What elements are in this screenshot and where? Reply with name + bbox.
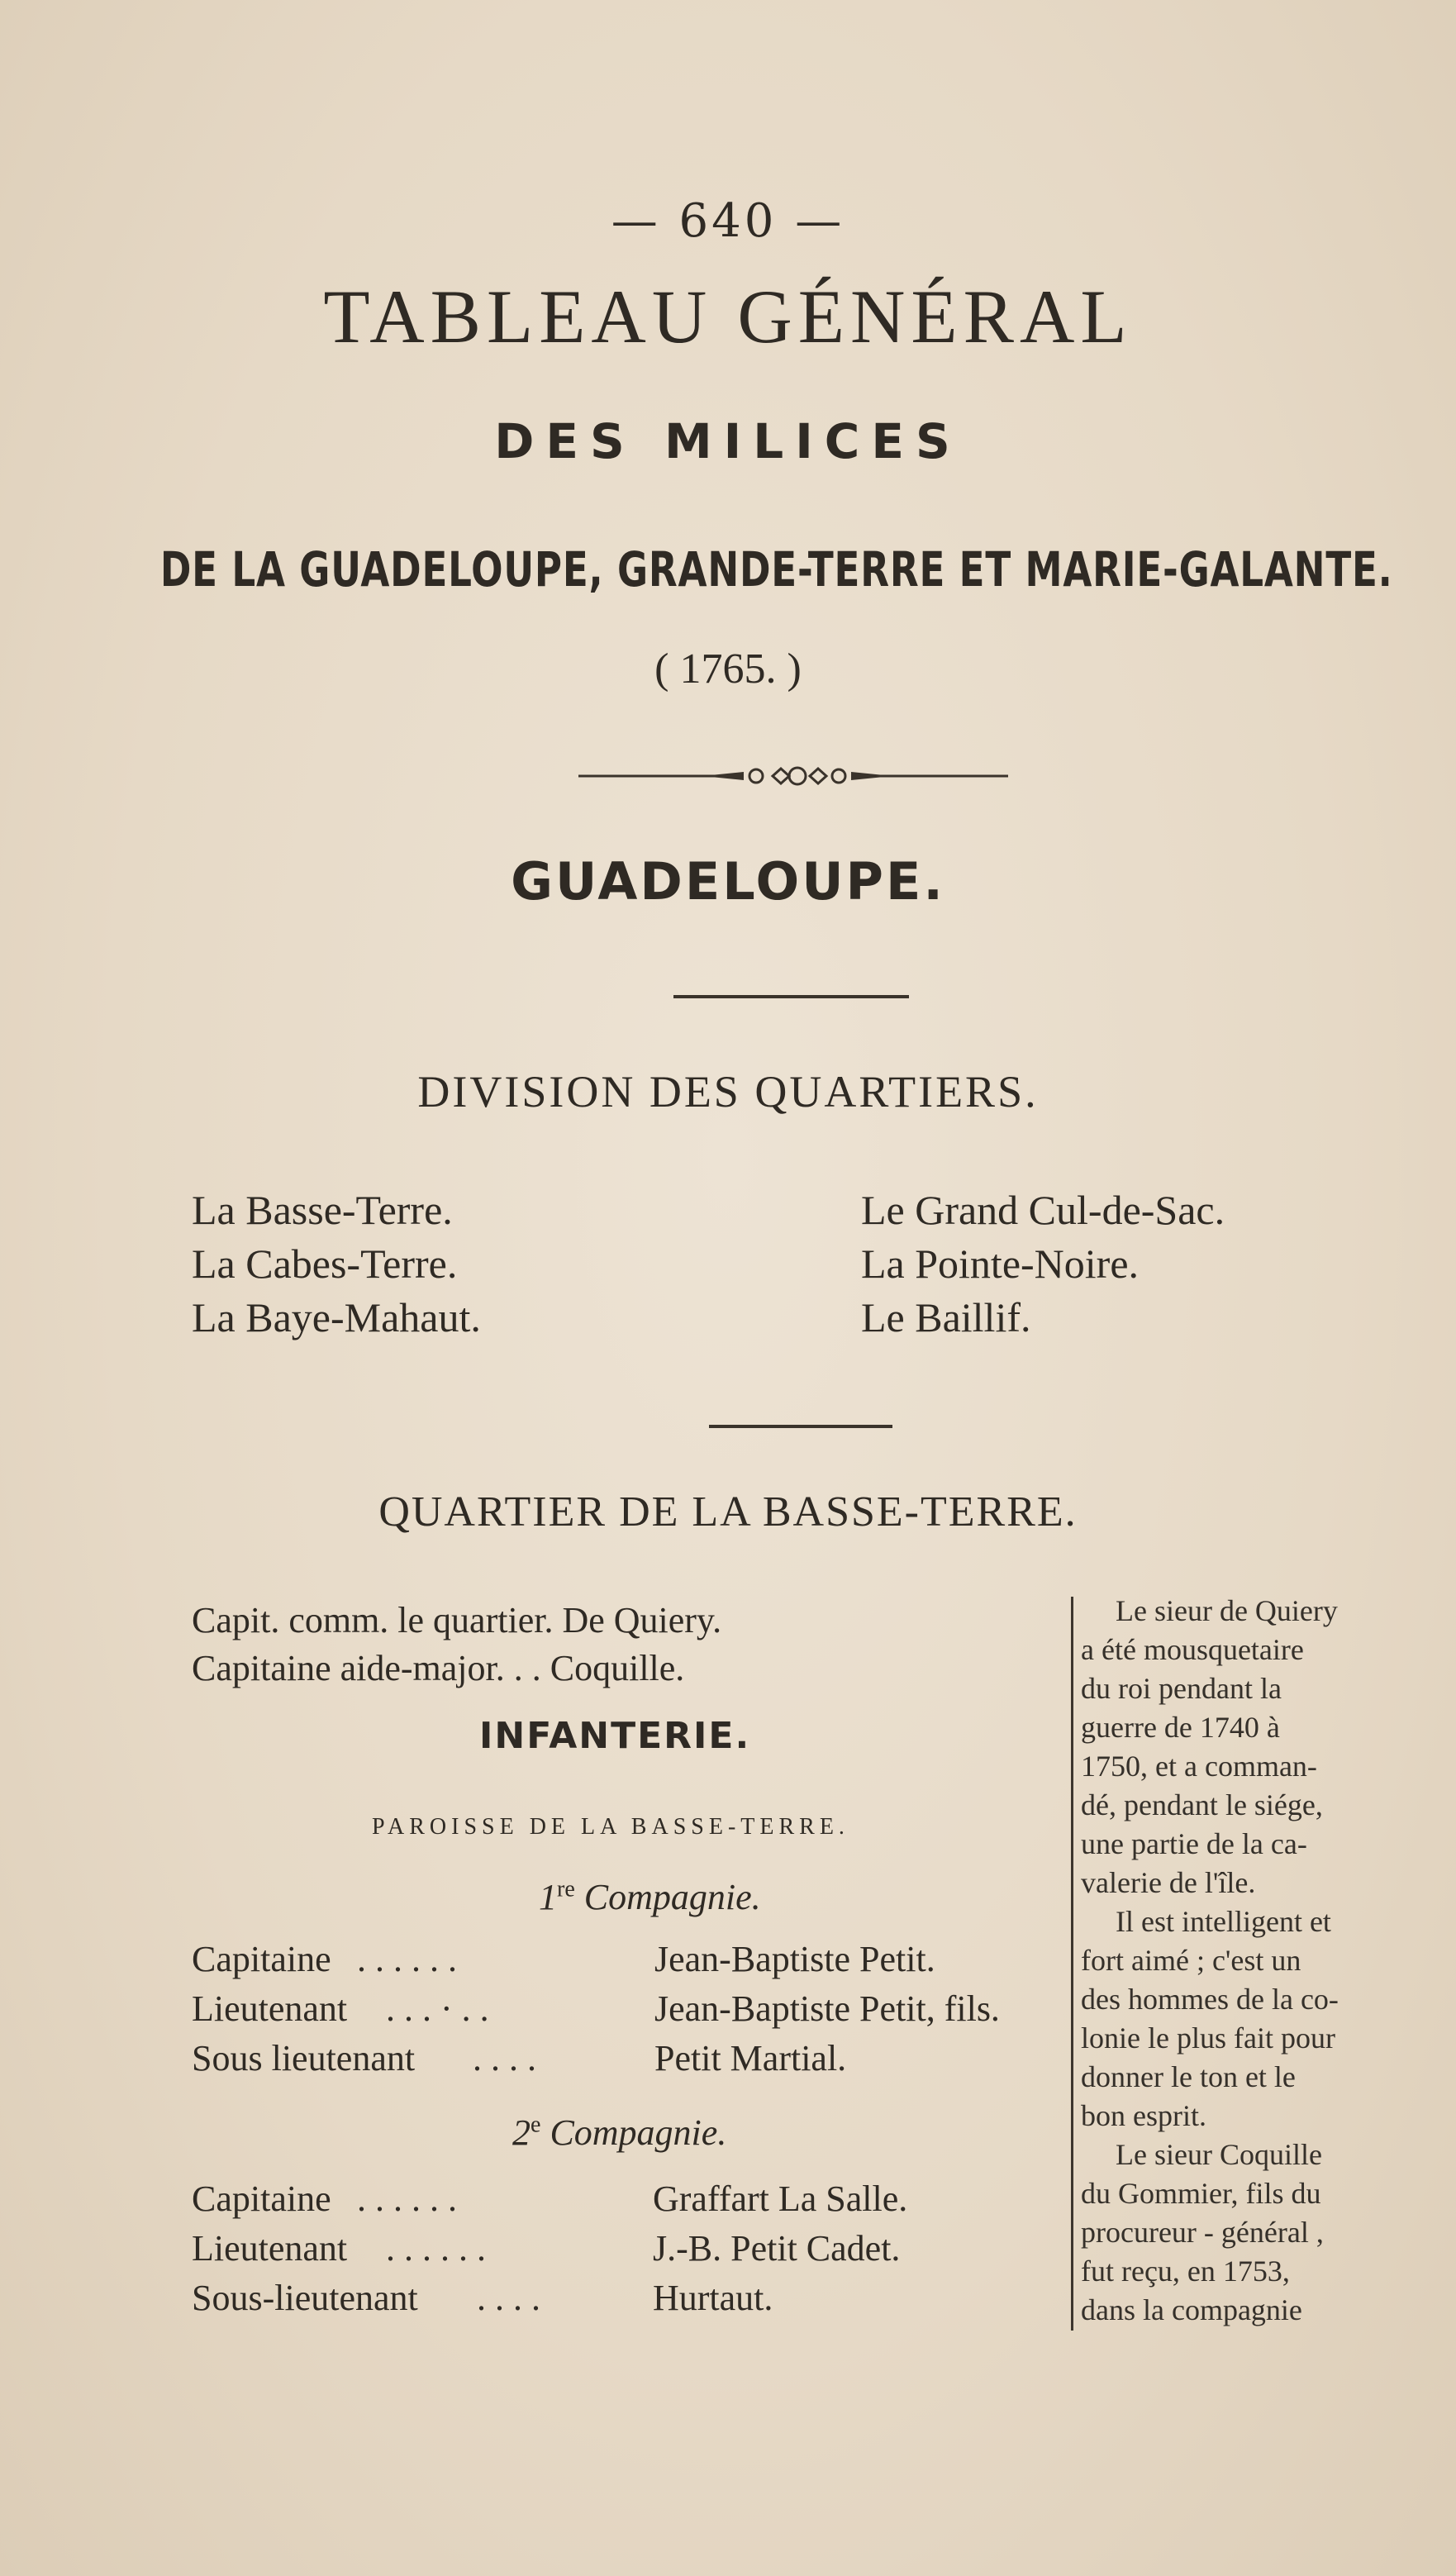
company-label: Compagnie.: [550, 2112, 727, 2153]
officer-row: [192, 2037, 1059, 2083]
side-note-line: guerre de 1740 à: [1081, 1711, 1280, 1744]
officer-rank: Lieutenant: [192, 1988, 348, 2029]
divider-rule: [709, 1425, 892, 1428]
company-ordinal: 1: [539, 1877, 557, 1917]
district-right: Le Grand Cul-de-Sac.: [861, 1187, 1225, 1233]
company-heading: [539, 1876, 761, 1918]
title-line-2: DES MILICES: [494, 413, 962, 469]
side-note-line: procureur - général ,: [1081, 2216, 1324, 2249]
officer-name: Hurtaut.: [653, 2278, 773, 2318]
side-note-line: une partie de la ca-: [1081, 1827, 1307, 1860]
company-ordinal-suffix: e: [531, 2112, 541, 2138]
side-note-line: du roi pendant la: [1081, 1672, 1282, 1705]
district-left: La Cabes-Terre.: [192, 1240, 458, 1287]
officer-name: J.-B. Petit Cadet.: [653, 2228, 901, 2269]
leader-dots: . . . .: [473, 2038, 536, 2078]
title-line-1: TABLEAU GÉNÉRAL: [323, 274, 1133, 359]
district-left: La Basse-Terre.: [192, 1187, 453, 1233]
side-note-line: donner le ton et le: [1081, 2060, 1296, 2093]
infanterie-heading: INFANTERIE.: [479, 1715, 751, 1757]
side-note-rule: [1071, 1597, 1073, 2331]
company-heading: [512, 2112, 726, 2154]
district-right: La Pointe-Noire.: [861, 1240, 1140, 1287]
leader-dots: . . . . . .: [357, 1939, 457, 1979]
side-note-line: fut reçu, en 1753,: [1081, 2255, 1290, 2288]
officer-row: [192, 1938, 1059, 1984]
officer-row: [192, 1988, 1059, 2034]
title-line-3: DE LA GUADELOUPE, GRANDE-TERRE ET MARIE-GALANTE.: [159, 541, 1393, 598]
district-right: Le Baillif.: [861, 1294, 1031, 1340]
leader-dots: . . . . . .: [357, 2178, 457, 2219]
officer-rank: Capitaine: [192, 1939, 331, 1979]
officer-rank: Lieutenant: [192, 2228, 348, 2269]
side-note-line: des hommes de la co-: [1081, 1983, 1339, 2016]
officer-name: Graffart La Salle.: [653, 2178, 908, 2219]
officer-row: [192, 2277, 1059, 2323]
side-note-line: Le sieur Coquille: [1116, 2138, 1322, 2171]
leader-dots: . . . . . .: [386, 2228, 486, 2269]
division-heading: DIVISION DES QUARTIERS.: [417, 1067, 1039, 1117]
side-note-line: du Gommier, fils du: [1081, 2177, 1321, 2210]
divider-rule: [673, 995, 909, 998]
side-note-line: bon esprit.: [1081, 2099, 1206, 2132]
aide-major-line: Capitaine aide-major. . . Coquille.: [192, 1648, 685, 1688]
side-note-line: fort aimé ; c'est un: [1081, 1944, 1301, 1977]
side-note-line: valerie de l'île.: [1081, 1866, 1256, 1899]
quartier-heading: QUARTIER DE LA BASSE-TERRE.: [378, 1488, 1078, 1536]
officer-rank: Sous-lieutenant: [192, 2278, 418, 2318]
side-note-line: a été mousquetaire: [1081, 1633, 1304, 1666]
side-note-line: Le sieur de Quiery: [1116, 1594, 1338, 1627]
company-ordinal: 2: [512, 2112, 531, 2153]
officer-rank: Capitaine: [192, 2178, 331, 2219]
officer-rank: Sous lieutenant: [192, 2038, 416, 2078]
leader-dots: . . . · . .: [386, 1988, 489, 2029]
page-number: — 640 —: [611, 194, 845, 248]
ornament-divider: [578, 764, 1008, 788]
side-note-line: dans la compagnie: [1081, 2293, 1302, 2326]
company-ordinal-suffix: re: [557, 1876, 575, 1902]
paroisse-heading: PAROISSE DE LA BASSE-TERRE.: [372, 1814, 849, 1840]
leader-dots: . . . .: [477, 2278, 540, 2318]
officer-row: [192, 2227, 1059, 2274]
title-year: ( 1765. ): [654, 645, 802, 693]
officer-row: [192, 2178, 1059, 2224]
company-label: Compagnie.: [583, 1877, 761, 1917]
officer-name: Jean-Baptiste Petit.: [654, 1939, 935, 1979]
side-note-line: Il est intelligent et: [1116, 1905, 1331, 1938]
side-note-line: 1750, et a comman-: [1081, 1750, 1317, 1783]
side-note-line: lonie le plus fait pour: [1081, 2021, 1335, 2055]
commandant-line: Capit. comm. le quartier. De Quiery.: [192, 1600, 722, 1640]
section-title: GUADELOUPE.: [511, 851, 945, 912]
side-note-line: dé, pendant le siége,: [1081, 1788, 1323, 1821]
officer-name: Jean-Baptiste Petit, fils.: [654, 1988, 1000, 2029]
district-left: La Baye-Mahaut.: [192, 1294, 481, 1340]
officer-name: Petit Martial.: [654, 2038, 847, 2078]
